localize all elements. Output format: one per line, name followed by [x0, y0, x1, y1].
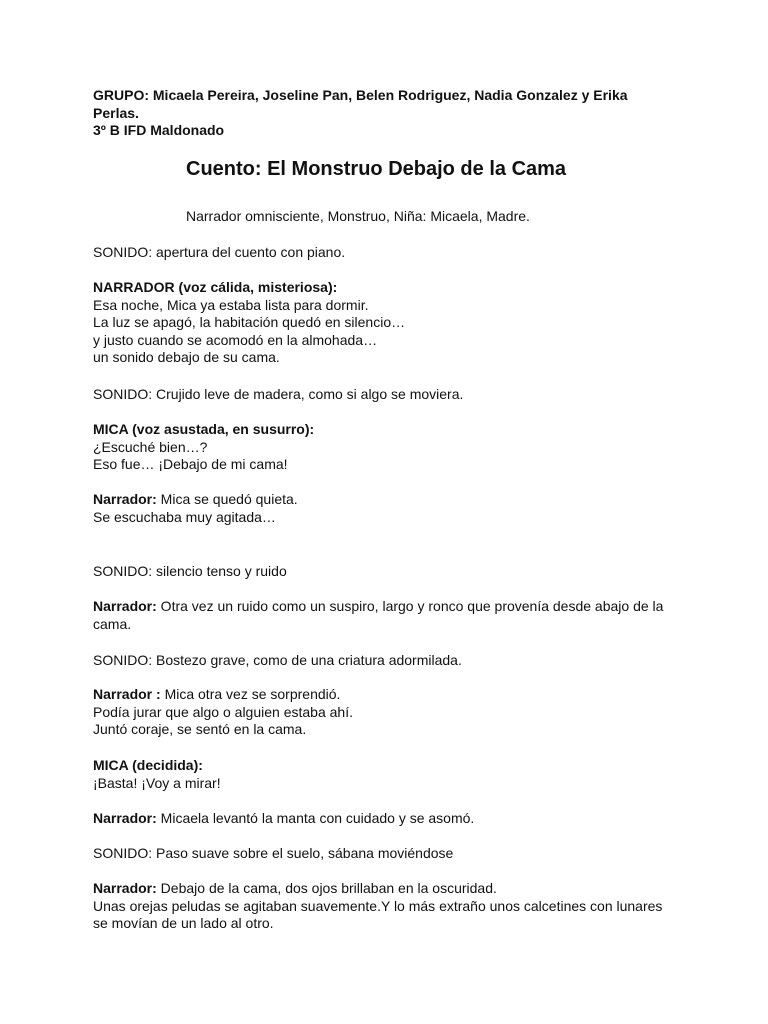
dialogue-line: La luz se apagó, la habitación quedó en silencio… — [93, 314, 406, 331]
sound-cue-text: SONIDO: Bostezo grave, como de una criatura adormilada. — [93, 652, 462, 668]
narrator-block-5 — [93, 810, 693, 828]
dialogue-inline: Otra vez un ruido como un suspiro, largo y ronco que provenía desde abajo de la — [156, 598, 664, 614]
dialogue-line: Podía jurar que algo o alguien estaba ahí. — [93, 703, 353, 720]
sound-cue-5 — [93, 845, 693, 863]
dialogue-line: Juntó coraje, se sentó en la cama. — [93, 721, 307, 738]
narrator-block-4 — [93, 686, 693, 739]
cast-list: Narrador omnisciente, Monstruo, Niña: Micaela, Madre. — [186, 208, 530, 224]
dialogue-inline: Mica se quedó quieta. — [156, 491, 298, 507]
speaker-label: MICA (decidida): — [93, 757, 203, 773]
sound-cue-4 — [93, 652, 693, 670]
group-members-line-1: GRUPO: Micaela Pereira, Joseline Pan, Belen Rodriguez, Nadia Gonzalez y Erika — [93, 87, 628, 103]
group-members-line-2: Perlas. — [93, 104, 139, 121]
sound-cue-text: SONIDO: apertura del cuento con piano. — [93, 244, 346, 260]
dialogue-line: cama. — [93, 615, 132, 632]
sound-cue-text: SONIDO: Paso suave sobre el suelo, sábana moviéndose — [93, 845, 454, 861]
dialogue-inline: Mica otra vez se sorprendió. — [160, 686, 341, 702]
dialogue-line: un sonido debajo de su cama. — [93, 349, 280, 366]
sound-cue-text: SONIDO: Crujido leve de madera, como si algo se moviera. — [93, 386, 464, 402]
speaker-label: Narrador: — [93, 491, 157, 507]
narrator-block-3 — [93, 598, 693, 633]
speaker-label: NARRADOR (voz cálida, misteriosa): — [93, 279, 338, 295]
narrator-block-6 — [93, 880, 693, 933]
dialogue-line: Esa noche, Mica ya estaba lista para dormir. — [93, 296, 369, 313]
speaker-label: Narrador: — [93, 598, 157, 614]
mica-block-1 — [93, 421, 693, 474]
sound-cue-text: SONIDO: silencio tenso y ruido — [93, 563, 287, 579]
group-header — [93, 87, 693, 140]
dialogue-line: y justo cuando se acomodó en la almohada… — [93, 331, 378, 348]
dialogue-line: Se escuchaba muy agitada… — [93, 508, 276, 525]
dialogue-line: Eso fue… ¡Debajo de mi cama! — [93, 456, 288, 473]
story-title: Cuento: El Monstruo Debajo de la Cama — [186, 158, 567, 180]
course-line: 3º B IFD Maldonado — [93, 122, 225, 139]
narrator-block-1 — [93, 279, 693, 367]
dialogue-inline: Micaela levantó la manta con cuidado y se asomó. — [156, 810, 475, 826]
sound-cue-1 — [93, 244, 693, 262]
speaker-label: Narrador: — [93, 880, 157, 896]
dialogue-line: ¿Escuché bien…? — [93, 438, 208, 455]
dialogue-inline: Debajo de la cama, dos ojos brillaban en la oscuridad. — [156, 880, 497, 896]
speaker-label: Narrador: — [93, 810, 157, 826]
dialogue-line: Unas orejas peludas se agitaban suavemente.Y lo más extraño unos calcetines con lunares — [93, 897, 663, 914]
dialogue-line: se movían de un lado al otro. — [93, 915, 274, 932]
speaker-label: MICA (voz asustada, en susurro): — [93, 421, 315, 437]
narrator-block-2 — [93, 491, 693, 526]
speaker-label: Narrador : — [93, 686, 161, 702]
sound-cue-3 — [93, 563, 693, 581]
mica-block-2 — [93, 757, 693, 792]
dialogue-line: ¡Basta! ¡Voy a mirar! — [93, 774, 221, 791]
sound-cue-2 — [93, 386, 693, 404]
